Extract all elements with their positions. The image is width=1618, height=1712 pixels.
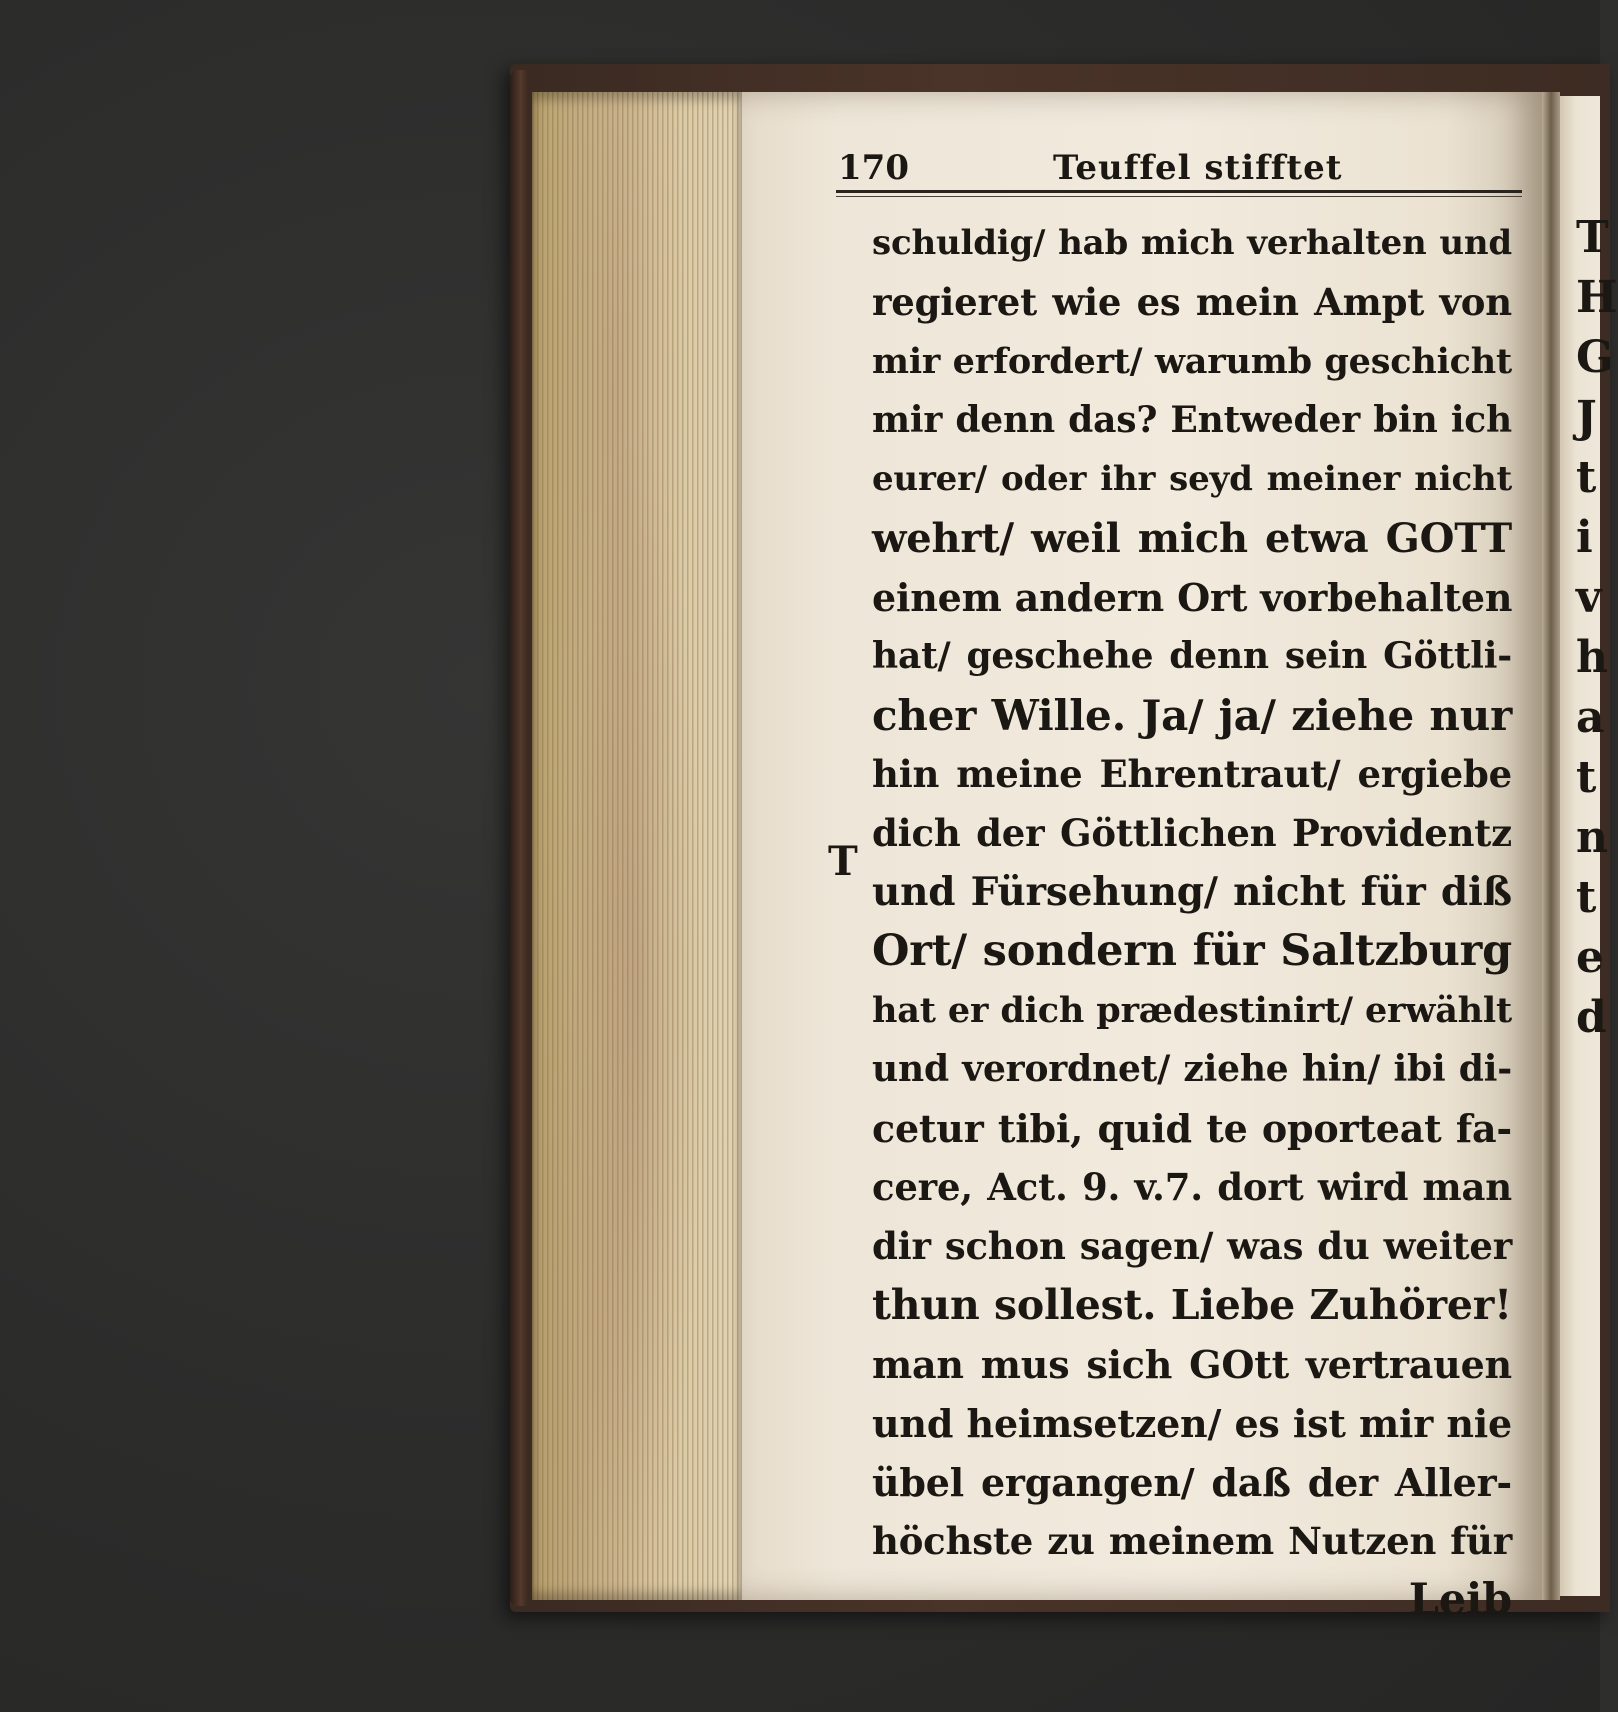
right-page-letter: t — [1576, 872, 1597, 923]
running-head-title: Teuffel stifftet — [1053, 148, 1343, 188]
head-rule-thin — [836, 196, 1522, 197]
right-page-letter: a — [1576, 692, 1605, 743]
text-line: dich der Göttlichen Providentz — [872, 811, 1512, 855]
text-line: cetur tibi, quid te oporteat fa- — [872, 1106, 1512, 1151]
left-page — [742, 92, 1542, 1625]
text-line: höchste zu meinem Nutzen für — [872, 1519, 1512, 1563]
text-line: und heimsetzen/ es ist mir nie — [872, 1401, 1512, 1446]
text-line: schuldig/ hab mich verhalten und — [872, 223, 1512, 263]
text-line: mir erfordert/ warumb geschicht — [872, 341, 1512, 382]
right-page-letter: H — [1576, 272, 1618, 323]
book-spine-edge — [510, 70, 528, 1606]
right-page-letter: e — [1576, 932, 1604, 983]
body-text — [872, 214, 1512, 1630]
right-page-letter: T — [1576, 212, 1609, 263]
catchword: Leib — [1408, 1575, 1512, 1625]
right-page-letter: d — [1576, 992, 1607, 1043]
page-number: 170 — [838, 148, 909, 188]
right-page-partial — [1560, 96, 1618, 1596]
right-page-letter: t — [1576, 752, 1597, 803]
text-line: Ort/ sondern für Saltzburg — [872, 926, 1512, 976]
page-block-edges — [532, 92, 742, 1600]
text-line: hin meine Ehrentraut/ ergiebe — [872, 752, 1512, 796]
right-page-letter: t — [1576, 452, 1597, 503]
book-gutter — [1542, 92, 1560, 1600]
text-line: und verordnet/ ziehe hin/ ibi di- — [872, 1048, 1512, 1090]
text-line: hat er dich prædestinirt/ erwählt — [872, 990, 1512, 1031]
text-line: und Fürsehung/ nicht für diß — [872, 869, 1512, 915]
right-page-letter: i — [1576, 512, 1593, 563]
right-page-letter: J — [1576, 392, 1597, 443]
text-line: wehrt/ weil mich etwa GOTT — [872, 515, 1512, 562]
margin-letter: T — [828, 838, 858, 885]
text-line: cher Wille. Ja/ ja/ ziehe nur — [872, 691, 1512, 740]
running-head — [838, 148, 1518, 212]
right-page-letter: h — [1576, 632, 1608, 683]
text-line: man mus sich GOtt vertrauen — [872, 1342, 1512, 1387]
text-line: eurer/ oder ihr seyd meiner nicht — [872, 459, 1512, 499]
right-page-letter: v — [1576, 572, 1602, 623]
text-line: cere, Act. 9. v.7. dort wird man — [872, 1165, 1512, 1209]
text-line: dir schon sagen/ was du weiter — [872, 1224, 1512, 1268]
text-line: thun sollest. Liebe Zuhörer! — [872, 1281, 1512, 1329]
right-page-letter: n — [1576, 812, 1608, 863]
text-line: hat/ geschehe denn sein Göttli- — [872, 635, 1512, 677]
right-page-letter: G — [1576, 332, 1614, 383]
text-line: regieret wie es mein Ampt von — [872, 280, 1512, 324]
text-line: übel ergangen/ daß der Aller- — [872, 1460, 1512, 1505]
head-rule — [836, 190, 1522, 193]
text-line: einem andern Ort vorbehalten — [872, 575, 1513, 620]
text-line: mir denn das? Entweder bin ich — [872, 399, 1512, 441]
